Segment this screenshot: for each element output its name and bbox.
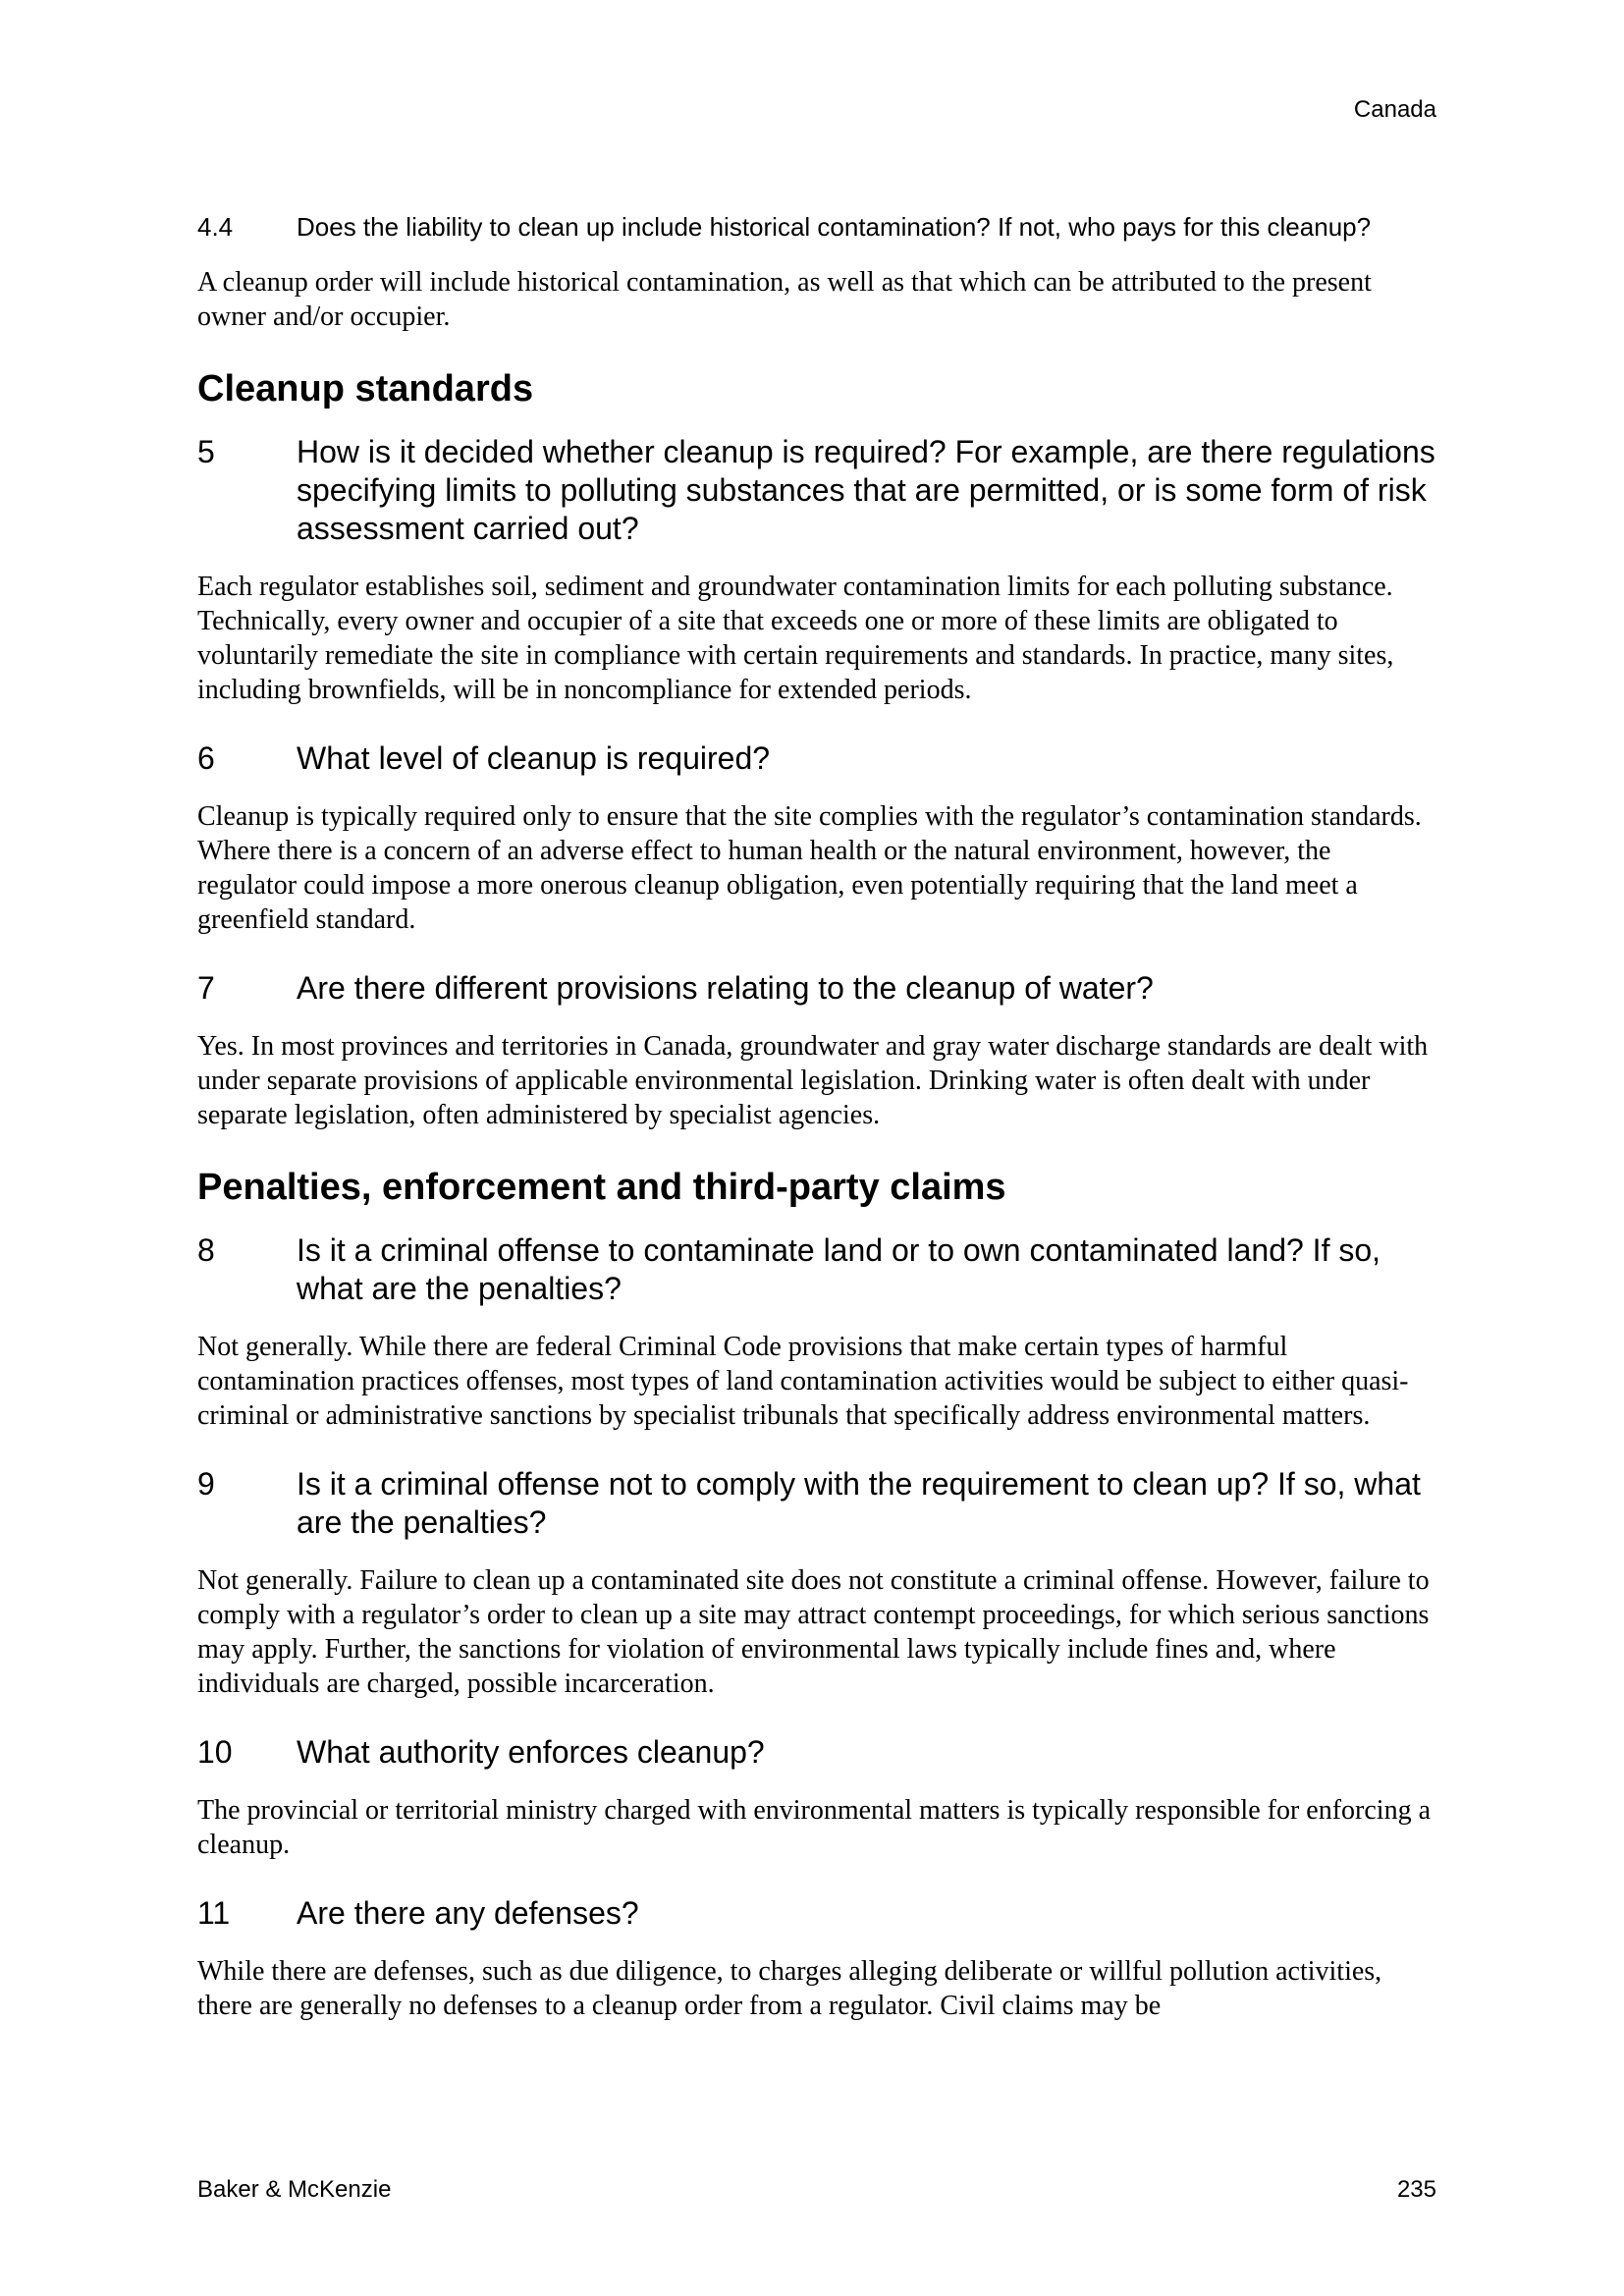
answer-paragraph: A cleanup order will include historical contamination, as well as that which can be attributed to the present owner and/or occupier.: [197, 267, 1372, 332]
question-heading: [197, 969, 1436, 1008]
question-heading: [197, 1733, 1436, 1772]
question-heading: [197, 1231, 1436, 1308]
question-heading: [197, 433, 1436, 548]
answer-paragraph: While there are defenses, such as due diligence, to charges alleging deliberate or willful pollution activities, there are generally no defenses to a cleanup order from a regulator. Civil claims may be: [197, 1956, 1382, 2021]
question-number: 11: [197, 1895, 231, 1931]
question-text: Are there any defenses?: [297, 1895, 639, 1931]
running-header: Canada: [1353, 96, 1436, 123]
answer-paragraph: Yes. In most provinces and territories in Canada, groundwater and gray water discharge standards are dealt with under separate provisions of applicable environmental legislation. Drinking water is often dealt with under separate legislation, often administered by specialist agencies.: [197, 1031, 1429, 1130]
question-text: Are there different provisions relating to the cleanup of water?: [297, 970, 1154, 1006]
question-number: 4.4: [197, 212, 234, 242]
question-number: 7: [197, 970, 215, 1006]
question-number: 5: [197, 434, 215, 469]
answer-paragraph: Not generally. While there are federal Criminal Code provisions that make certain types of harmful contamination practices offenses, most types of land contamination activities would be subject to either quasi-criminal or administrative sanctions by specialist tribunals that specifically address environmental matters.: [197, 1332, 1409, 1431]
question-number: 10: [197, 1734, 233, 1770]
question-heading: [197, 1894, 1436, 1933]
question-text: What level of cleanup is required?: [297, 740, 771, 776]
section-heading: Cleanup standards: [197, 368, 534, 410]
question-heading: [197, 739, 1436, 778]
question-text: Is it a criminal offense not to comply with the requirement to clean up? If so, what are the penalties?: [297, 1466, 1421, 1540]
question-text: How is it decided whether cleanup is required? For example, are there regulations specifying limits to polluting substances that are permitted, or is some form of risk assessment carried out?: [297, 434, 1435, 546]
footer-publisher: Baker & McKenzie: [197, 2176, 392, 2203]
running-footer: [197, 2176, 1436, 2204]
section-heading: Penalties, enforcement and third-party claims: [197, 1167, 1006, 1208]
answer-paragraph: The provincial or territorial ministry charged with environmental matters is typically responsible for enforcing a cleanup.: [197, 1795, 1431, 1860]
question-text: Is it a criminal offense to contaminate land or to own contaminated land? If so, what are the penalties?: [297, 1232, 1381, 1306]
question-heading: [197, 1465, 1436, 1542]
footer-page-number: 235: [1396, 2176, 1436, 2203]
question-number: 8: [197, 1232, 215, 1268]
answer-paragraph: Each regulator establishes soil, sediment and groundwater contamination limits for each polluting substance. Technically, every owner and occupier of a site that exceeds one or more of these limits are obligated to voluntarily remediate the site in compliance with certain requirements and standards. In practice, many sites, including brownfields, will be in noncompliance for extended periods.: [197, 572, 1394, 705]
question-heading: [197, 210, 1436, 244]
answer-paragraph: Cleanup is typically required only to ensure that the site complies with the regulator’s contamination standards. Where there is a concern of an adverse effect to human health or the natural environment, however, the regulator could impose a more onerous cleanup obligation, even potentially requiring that the land meet a greenfield standard.: [197, 801, 1422, 935]
answer-paragraph: Not generally. Failure to clean up a contaminated site does not constitute a criminal offense. However, failure to comply with a regulator’s order to clean up a site may attract contempt proceedings, for which serious sanctions may apply. Further, the sanctions for violation of environmental laws typically include fines and, where individuals are charged, possible incarceration.: [197, 1565, 1430, 1699]
question-text: What authority enforces cleanup?: [297, 1734, 765, 1770]
document-body: [197, 210, 1436, 2055]
question-number: 9: [197, 1466, 215, 1502]
question-text: Does the liability to clean up include historical contamination? If not, who pays for this cleanup?: [297, 212, 1372, 242]
question-number: 6: [197, 740, 215, 776]
